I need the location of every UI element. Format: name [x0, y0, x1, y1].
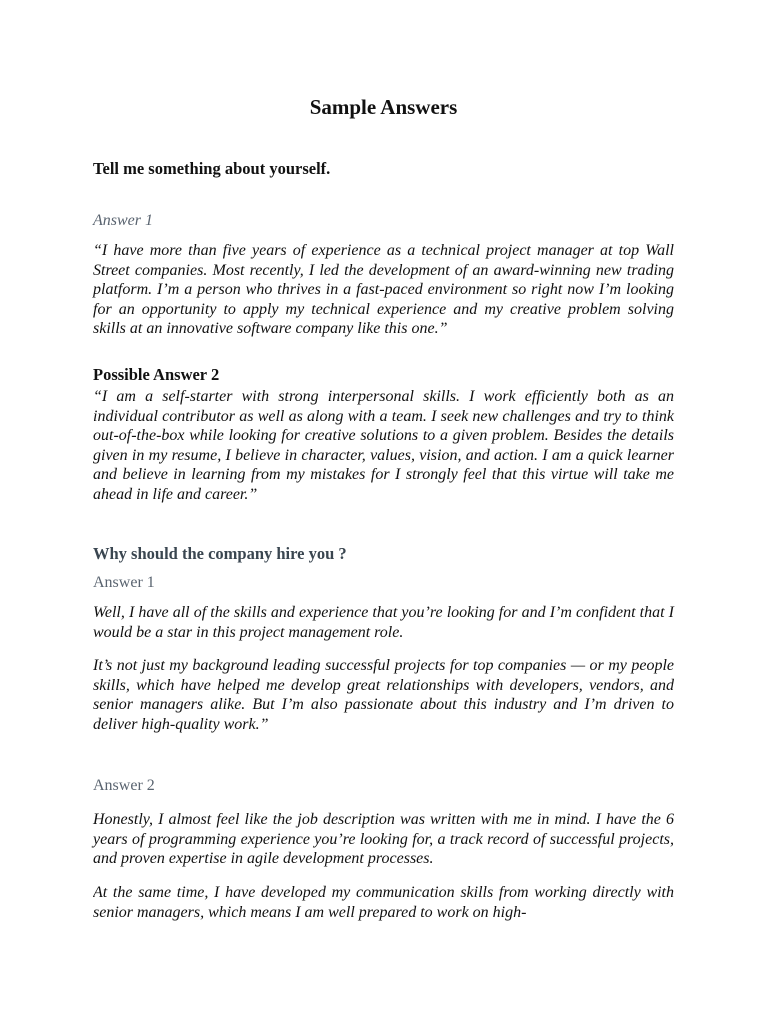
possible-answer-2-text: “I am a self-starter with strong interpersonal skills. I work efficiently both as an individual contributor as well as along with a team. I seek new challenges and try to think out-of-the-box while looking for creative solutions to a given problem. Besides the details given in my resume, I believe in character, values, vision, and action. I am a quick learner and believe in learning from my mistakes for I strongly feel that this virtue will take me ahead in life and career.”: [93, 388, 674, 503]
possible-answer-2-label: Possible Answer 2: [93, 365, 220, 384]
document-page: [93, 0, 674, 1024]
answer-1-label: Answer 1: [93, 212, 153, 229]
hire-answer-1-label: Answer 1: [93, 574, 155, 591]
question-heading-about-yourself: Tell me something about yourself.: [93, 159, 331, 178]
hire-answer-2-label: Answer 2: [93, 777, 155, 794]
hire-answer-2-paragraph-2: At the same time, I have developed my communication skills from working directly with senior managers, which means I am well prepared to work on high-: [93, 884, 674, 921]
answer-1-text: “I have more than five years of experience as a technical project manager at top Wall Street companies. Most recently, I led the development of an award-winning new trading platform. I’m a person who thrives in a fast-paced environment so right now I’m looking for an opportunity to apply my technical experience and my creative problem solving skills at an innovative software company like this one.”: [93, 242, 674, 338]
hire-answer-2-paragraph-1: Honestly, I almost feel like the job description was written with me in mind. I have the 6 years of programming experience you’re looking for, a track record of successful projects, and proven expertise in agile development processes.: [93, 811, 674, 868]
question-heading-why-hire: Why should the company hire you ?: [93, 544, 347, 563]
hire-answer-1-paragraph-2: It’s not just my background leading successful projects for top companies — or my people skills, which have helped me develop great relationships with developers, vendors, and senior managers alike. But I’m also passionate about this industry and I’m driven to deliver high-quality work.”: [93, 657, 674, 733]
page-title: Sample Answers: [309, 95, 458, 119]
hire-answer-1-paragraph-1: Well, I have all of the skills and experience that you’re looking for and I’m confident that I would be a star in this project management role.: [93, 604, 674, 641]
